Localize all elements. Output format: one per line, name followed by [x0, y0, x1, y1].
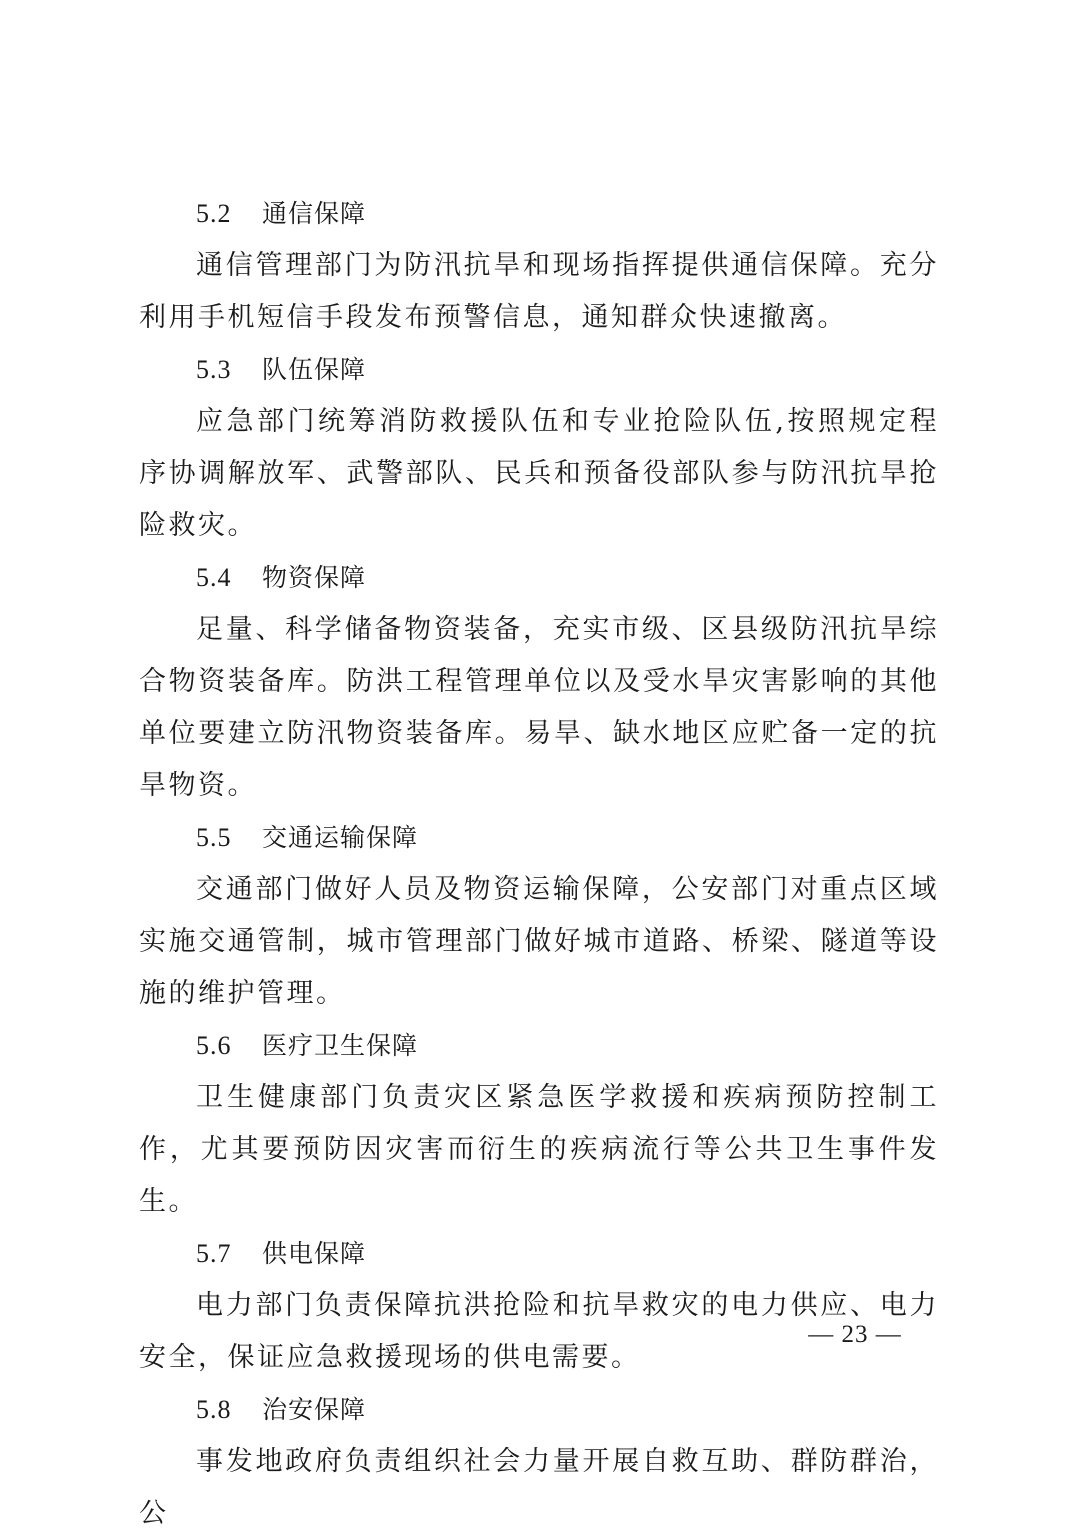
section-title: 队伍保障: [262, 355, 367, 384]
section-paragraph-5-3: 应急部门统筹消防救援队伍和专业抢险队伍,按照规定程序协调解放军、武警部队、民兵和预备役部队参与防汛抗旱抢险救灾。: [139, 406, 939, 541]
section-number: 5.4: [196, 563, 232, 592]
section-number: 5.3: [196, 355, 232, 384]
section-heading-5-7: [139, 1228, 939, 1280]
section-heading-5-5: [139, 812, 939, 864]
page-number: — 23 —: [808, 1321, 902, 1348]
section-heading-5-6: [139, 1020, 939, 1072]
section-title: 通信保障: [262, 199, 367, 228]
section-title: 交通运输保障: [262, 823, 419, 852]
section-title: 治安保障: [262, 1395, 367, 1424]
section-paragraph-5-7: 电力部门负责保障抗洪抢险和抗旱救灾的电力供应、电力安全，保证应急救援现场的供电需要。: [139, 1290, 939, 1373]
section-heading-5-4: [139, 552, 939, 604]
section-heading-5-3: [139, 344, 939, 396]
section-paragraph-5-6: 卫生健康部门负责灾区紧急医学救援和疾病预防控制工作，尤其要预防因灾害而衍生的疾病流行等公共卫生事件发生。: [139, 1082, 939, 1217]
section-heading-5-8: [139, 1384, 939, 1436]
section-paragraph-5-4: 足量、科学储备物资装备，充实市级、区县级防汛抗旱综合物资装备库。防洪工程管理单位以及受水旱灾害影响的其他单位要建立防汛物资装备库。易旱、缺水地区应贮备一定的抗旱物资。: [139, 614, 939, 801]
section-heading-5-2: [139, 188, 939, 240]
section-paragraph-5-8: 事发地政府负责组织社会力量开展自救互助、群防群治，公: [139, 1446, 939, 1529]
section-paragraph-5-2: 通信管理部门为防汛抗旱和现场指挥提供通信保障。充分利用手机短信手段发布预警信息，通知群众快速撤离。: [139, 250, 939, 333]
section-number: 5.7: [196, 1239, 232, 1268]
section-number: 5.6: [196, 1031, 232, 1060]
section-number: 5.5: [196, 823, 232, 852]
section-title: 医疗卫生保障: [262, 1031, 419, 1060]
section-title: 供电保障: [262, 1239, 367, 1268]
section-paragraph-5-5: 交通部门做好人员及物资运输保障，公安部门对重点区域实施交通管制，城市管理部门做好城市道路、桥梁、隧道等设施的维护管理。: [139, 874, 939, 1009]
section-number: 5.2: [196, 199, 232, 228]
section-title: 物资保障: [262, 563, 367, 592]
section-number: 5.8: [196, 1395, 232, 1424]
